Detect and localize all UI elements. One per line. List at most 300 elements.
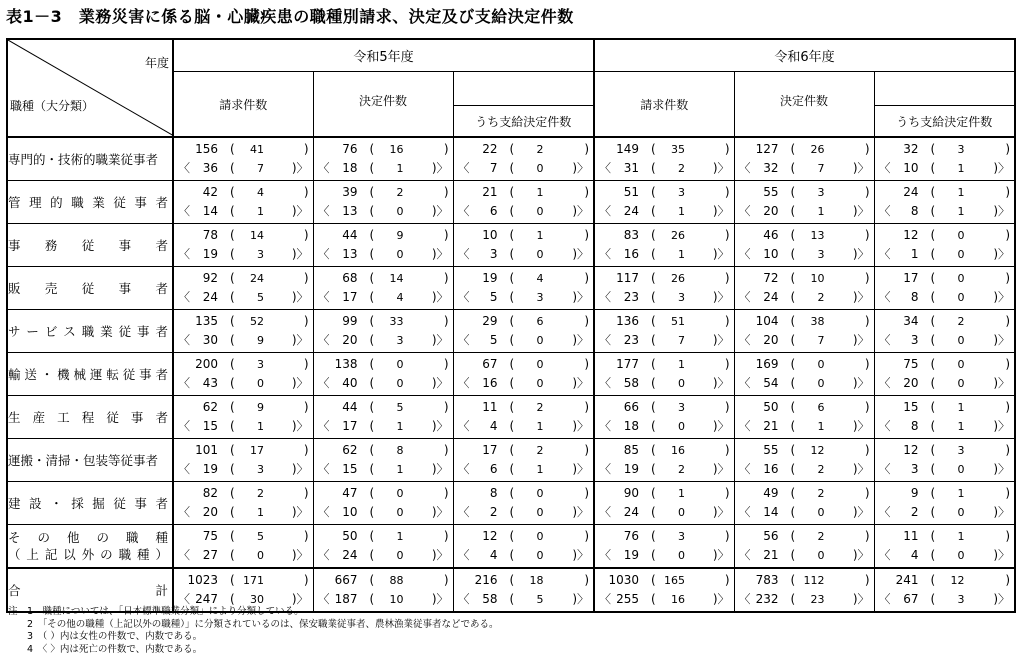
count-value: 138 xyxy=(334,357,358,371)
close-paren: ) xyxy=(1005,400,1011,414)
female-death-count: 1 xyxy=(257,506,264,519)
occupation-label: その他の職種 xyxy=(8,530,168,545)
female-death-count: 0 xyxy=(536,506,544,519)
open-paren: ( xyxy=(230,419,235,433)
open-paren: ( xyxy=(230,400,235,414)
death-count: 5 xyxy=(489,333,498,347)
death-count: 14 xyxy=(763,505,779,519)
open-angle: 〈 xyxy=(599,548,612,562)
female-death-count: 0 xyxy=(678,420,686,433)
death-count: 10 xyxy=(342,505,358,519)
count-value: 1023 xyxy=(187,573,218,587)
female-death-count: 9 xyxy=(257,334,264,347)
occupation-label: 運搬・清掃・包装等従事者 xyxy=(8,452,159,468)
y1-decisions-cell xyxy=(313,439,453,482)
open-paren: ( xyxy=(509,400,515,414)
open-paren: ( xyxy=(651,573,656,587)
close-paren: ) xyxy=(584,314,590,328)
close-paren: ) xyxy=(443,400,449,414)
open-angle: 〈 xyxy=(178,462,191,476)
female-death-count: 2 xyxy=(678,162,686,175)
female-death-count: 1 xyxy=(536,463,544,476)
open-paren: ( xyxy=(790,376,796,390)
open-paren: ( xyxy=(930,548,936,562)
female-death-count: 1 xyxy=(817,205,825,218)
count-value: 9 xyxy=(910,486,919,500)
occupation-label: （上記以外の職種） xyxy=(8,547,168,562)
y1-decisions-cell xyxy=(313,137,453,181)
open-paren: ( xyxy=(230,357,235,371)
y2-decisions-cell xyxy=(734,181,874,224)
open-angle: 〈 xyxy=(878,161,891,175)
open-angle: 〈 xyxy=(878,204,891,218)
open-paren: ( xyxy=(930,357,936,371)
open-angle: 〈 xyxy=(878,376,891,390)
y1-claims-cell xyxy=(173,310,313,353)
open-paren: ( xyxy=(930,443,936,457)
close-paren: ) xyxy=(1005,185,1011,199)
open-paren: ( xyxy=(509,247,515,261)
death-count: 58 xyxy=(623,376,640,390)
y2-approved-spacer xyxy=(874,72,1015,106)
close-paren-angle: )〉 xyxy=(993,419,1011,433)
death-count: 16 xyxy=(623,247,640,261)
close-paren-angle: )〉 xyxy=(993,161,1011,175)
count-value: 667 xyxy=(334,573,358,587)
open-paren: ( xyxy=(369,247,375,261)
female-death-count: 0 xyxy=(396,506,404,519)
y2-decisions-header: 決定件数 xyxy=(734,72,874,138)
female-death-count: 3 xyxy=(396,334,404,347)
count-value: 200 xyxy=(195,357,218,371)
y2-claims-cell xyxy=(594,137,734,181)
open-paren: ( xyxy=(369,228,375,242)
female-count: 3 xyxy=(957,143,965,156)
death-count: 3 xyxy=(910,462,919,476)
y2-claims-cell xyxy=(594,396,734,439)
close-paren-angle: )〉 xyxy=(852,548,870,562)
open-angle: 〈 xyxy=(178,161,191,175)
death-count: 21 xyxy=(763,548,779,562)
female-death-count: 1 xyxy=(536,420,544,433)
y1-approved-cell xyxy=(453,439,594,482)
open-paren: ( xyxy=(651,271,656,285)
death-count: 24 xyxy=(623,505,640,519)
female-death-count: 3 xyxy=(536,291,544,304)
female-count: 51 xyxy=(671,315,686,328)
count-value: 156 xyxy=(195,142,218,156)
female-death-count: 0 xyxy=(957,463,965,476)
close-paren: ) xyxy=(443,314,449,328)
close-paren-angle: )〉 xyxy=(852,505,870,519)
count-value: 12 xyxy=(903,443,919,457)
open-paren: ( xyxy=(790,142,796,156)
count-value: 75 xyxy=(903,357,919,371)
open-angle: 〈 xyxy=(457,548,470,562)
open-paren: ( xyxy=(930,290,936,304)
close-paren-angle: )〉 xyxy=(572,247,590,261)
close-paren-angle: )〉 xyxy=(572,592,590,606)
open-paren: ( xyxy=(790,592,796,606)
open-paren: ( xyxy=(369,443,375,457)
close-paren-angle: )〉 xyxy=(993,462,1011,476)
open-paren: ( xyxy=(651,419,656,433)
female-death-count: 0 xyxy=(678,377,686,390)
close-paren: ) xyxy=(584,271,590,285)
y1-claims-cell xyxy=(173,396,313,439)
female-death-count: 0 xyxy=(536,377,544,390)
female-death-count: 1 xyxy=(957,205,965,218)
female-count: 4 xyxy=(257,186,264,199)
death-count: 20 xyxy=(763,204,779,218)
female-death-count: 5 xyxy=(257,291,264,304)
occupation-label-cell xyxy=(7,482,173,525)
close-paren-angle: )〉 xyxy=(291,161,309,175)
close-paren-angle: )〉 xyxy=(572,161,590,175)
death-count: 18 xyxy=(623,419,640,433)
open-angle: 〈 xyxy=(738,505,751,519)
open-angle: 〈 xyxy=(178,247,191,261)
count-value: 72 xyxy=(763,271,779,285)
female-count: 1 xyxy=(957,186,965,199)
y1-claims-cell xyxy=(173,482,313,525)
close-paren-angle: )〉 xyxy=(431,204,449,218)
female-count: 12 xyxy=(810,444,825,457)
count-value: 51 xyxy=(623,185,640,199)
female-death-count: 0 xyxy=(957,334,965,347)
close-paren: ) xyxy=(584,185,590,199)
close-paren: ) xyxy=(584,142,590,156)
data-table xyxy=(6,38,1016,613)
close-paren-angle: )〉 xyxy=(852,247,870,261)
close-paren: ) xyxy=(864,400,870,414)
female-count: 1 xyxy=(678,358,686,371)
close-paren-angle: )〉 xyxy=(712,462,730,476)
table-row xyxy=(7,525,1015,569)
open-paren: ( xyxy=(509,204,515,218)
female-count: 0 xyxy=(957,272,965,285)
open-angle: 〈 xyxy=(457,462,470,476)
close-paren: ) xyxy=(724,314,730,328)
table-row xyxy=(7,310,1015,353)
count-value: 24 xyxy=(903,185,919,199)
open-paren: ( xyxy=(509,419,515,433)
open-paren: ( xyxy=(930,573,936,587)
death-count: 15 xyxy=(202,419,218,433)
y2-approved-cell xyxy=(874,267,1015,310)
close-paren-angle: )〉 xyxy=(572,333,590,347)
occupation-label-cell xyxy=(7,396,173,439)
death-count: 19 xyxy=(623,462,640,476)
female-count: 1 xyxy=(536,186,544,199)
y2-approved-cell xyxy=(874,439,1015,482)
y2-decisions-cell xyxy=(734,482,874,525)
close-paren-angle: )〉 xyxy=(712,592,730,606)
death-count: 15 xyxy=(342,462,358,476)
open-paren: ( xyxy=(790,247,796,261)
open-angle: 〈 xyxy=(738,247,751,261)
count-value: 169 xyxy=(755,357,779,371)
female-count: 0 xyxy=(957,358,965,371)
open-angle: 〈 xyxy=(738,161,751,175)
open-paren: ( xyxy=(651,505,656,519)
y1-claims-cell xyxy=(173,181,313,224)
open-angle: 〈 xyxy=(457,376,470,390)
open-paren: ( xyxy=(230,462,235,476)
female-count: 3 xyxy=(678,401,686,414)
open-paren: ( xyxy=(651,376,656,390)
death-count: 10 xyxy=(903,161,919,175)
close-paren: ) xyxy=(303,400,309,414)
female-count: 24 xyxy=(250,272,264,285)
close-paren-angle: )〉 xyxy=(993,290,1011,304)
count-value: 99 xyxy=(342,314,358,328)
open-angle: 〈 xyxy=(738,462,751,476)
y2-decisions-cell xyxy=(734,396,874,439)
close-paren-angle: )〉 xyxy=(852,161,870,175)
close-paren: ) xyxy=(303,314,309,328)
count-value: 34 xyxy=(903,314,919,328)
female-death-count: 0 xyxy=(396,248,404,261)
close-paren: ) xyxy=(724,228,730,242)
count-value: 83 xyxy=(623,228,640,242)
open-angle: 〈 xyxy=(599,247,612,261)
count-value: 12 xyxy=(903,228,919,242)
female-death-count: 23 xyxy=(810,593,825,606)
close-paren-angle: )〉 xyxy=(993,333,1011,347)
open-paren: ( xyxy=(369,161,375,175)
open-angle: 〈 xyxy=(317,333,330,347)
y1-approved-cell xyxy=(453,137,594,181)
open-paren: ( xyxy=(369,204,375,218)
open-paren: ( xyxy=(790,161,796,175)
y2-approved-cell xyxy=(874,568,1015,612)
death-count: 24 xyxy=(342,548,358,562)
open-paren: ( xyxy=(930,228,936,242)
death-count: 16 xyxy=(763,462,779,476)
y2-approved-cell xyxy=(874,224,1015,267)
count-value: 15 xyxy=(903,400,919,414)
close-paren-angle: )〉 xyxy=(572,419,590,433)
female-death-count: 0 xyxy=(536,549,544,562)
count-value: 82 xyxy=(202,486,218,500)
count-value: 1030 xyxy=(608,573,640,587)
count-value: 75 xyxy=(202,529,218,543)
female-death-count: 0 xyxy=(957,248,965,261)
close-paren: ) xyxy=(724,573,730,587)
female-count: 2 xyxy=(536,401,544,414)
open-paren: ( xyxy=(930,247,936,261)
table-title: 表1－3 業務災害に係る脳・心臓疾患の職種別請求、決定及び支給決定件数 xyxy=(6,7,574,26)
female-count: 26 xyxy=(671,272,686,285)
open-paren: ( xyxy=(230,333,235,347)
close-paren: ) xyxy=(584,573,590,587)
close-paren: ) xyxy=(303,443,309,457)
y2-approved-header: うち支給決定件数 xyxy=(874,106,1015,138)
close-paren: ) xyxy=(724,357,730,371)
female-death-count: 0 xyxy=(396,377,404,390)
count-value: 127 xyxy=(755,142,779,156)
count-value: 22 xyxy=(482,142,498,156)
count-value: 17 xyxy=(482,443,498,457)
open-paren: ( xyxy=(651,185,656,199)
close-paren-angle: )〉 xyxy=(572,204,590,218)
occupation-label: 生産工程従事者 xyxy=(8,409,168,425)
open-paren: ( xyxy=(509,548,515,562)
count-value: 50 xyxy=(763,400,779,414)
death-count: 21 xyxy=(763,419,779,433)
y1-approved-cell xyxy=(453,310,594,353)
female-death-count: 2 xyxy=(817,463,825,476)
close-paren: ) xyxy=(584,357,590,371)
death-count: 36 xyxy=(202,161,218,175)
death-count: 17 xyxy=(342,419,358,433)
open-paren: ( xyxy=(230,314,235,328)
female-count: 0 xyxy=(396,487,404,500)
close-paren-angle: )〉 xyxy=(712,204,730,218)
open-paren: ( xyxy=(369,357,375,371)
count-value: 19 xyxy=(482,271,498,285)
death-count: 247 xyxy=(195,592,218,606)
open-angle: 〈 xyxy=(317,204,330,218)
death-count: 30 xyxy=(202,333,218,347)
female-death-count: 0 xyxy=(817,506,825,519)
y1-decisions-cell xyxy=(313,353,453,396)
death-count: 13 xyxy=(342,247,358,261)
death-count: 20 xyxy=(342,333,358,347)
open-angle: 〈 xyxy=(878,462,891,476)
occupation-label: 専門的・技術的職業従事者 xyxy=(8,151,159,167)
open-paren: ( xyxy=(369,505,375,519)
open-paren: ( xyxy=(790,185,796,199)
death-count: 40 xyxy=(342,376,358,390)
female-death-count: 1 xyxy=(678,205,686,218)
count-value: 783 xyxy=(755,573,779,587)
female-count: 112 xyxy=(803,574,825,587)
close-paren-angle: )〉 xyxy=(572,376,590,390)
count-value: 39 xyxy=(342,185,358,199)
table-row xyxy=(7,439,1015,482)
female-count: 6 xyxy=(536,315,544,328)
table-row xyxy=(7,396,1015,439)
female-death-count: 7 xyxy=(257,162,264,175)
female-count: 88 xyxy=(389,574,404,587)
open-angle: 〈 xyxy=(178,376,191,390)
close-paren-angle: )〉 xyxy=(431,333,449,347)
open-paren: ( xyxy=(790,333,796,347)
close-paren: ) xyxy=(1005,443,1011,457)
close-paren: ) xyxy=(584,228,590,242)
open-paren: ( xyxy=(651,548,656,562)
y2-claims-cell xyxy=(594,439,734,482)
death-count: 67 xyxy=(903,592,919,606)
open-paren: ( xyxy=(230,592,235,606)
open-angle: 〈 xyxy=(178,333,191,347)
death-count: 20 xyxy=(763,333,779,347)
open-angle: 〈 xyxy=(738,592,751,606)
y1-claims-cell xyxy=(173,353,313,396)
open-paren: ( xyxy=(790,357,796,371)
corner-header-cell xyxy=(7,39,173,137)
count-value: 49 xyxy=(763,486,779,500)
female-death-count: 7 xyxy=(817,334,825,347)
open-paren: ( xyxy=(790,573,796,587)
open-angle: 〈 xyxy=(178,204,191,218)
open-paren: ( xyxy=(930,529,936,543)
female-count: 52 xyxy=(250,315,264,328)
open-angle: 〈 xyxy=(599,290,612,304)
count-value: 8 xyxy=(489,486,498,500)
female-death-count: 1 xyxy=(396,420,404,433)
count-value: 117 xyxy=(616,271,640,285)
death-count: 24 xyxy=(763,290,779,304)
female-death-count: 0 xyxy=(957,377,965,390)
y2-claims-header: 請求件数 xyxy=(594,72,734,138)
open-paren: ( xyxy=(651,592,656,606)
y1-decisions-cell xyxy=(313,310,453,353)
female-count: 13 xyxy=(810,229,825,242)
close-paren: ) xyxy=(1005,357,1011,371)
close-paren-angle: )〉 xyxy=(431,419,449,433)
open-angle: 〈 xyxy=(457,419,470,433)
y1-approved-header: うち支給決定件数 xyxy=(453,106,594,138)
count-value: 10 xyxy=(482,228,498,242)
death-count: 8 xyxy=(910,290,919,304)
close-paren: ) xyxy=(864,142,870,156)
open-angle: 〈 xyxy=(178,505,191,519)
table-row xyxy=(7,482,1015,525)
open-paren: ( xyxy=(790,462,796,476)
table-row xyxy=(7,267,1015,310)
y2-decisions-cell xyxy=(734,267,874,310)
year2-header: 令和6年度 xyxy=(594,39,1015,72)
open-paren: ( xyxy=(230,271,235,285)
close-paren-angle: )〉 xyxy=(993,204,1011,218)
female-death-count: 2 xyxy=(817,291,825,304)
female-count: 1 xyxy=(957,401,965,414)
open-paren: ( xyxy=(509,376,515,390)
count-value: 56 xyxy=(763,529,779,543)
open-angle: 〈 xyxy=(317,161,330,175)
count-value: 21 xyxy=(482,185,498,199)
open-angle: 〈 xyxy=(738,376,751,390)
female-count: 2 xyxy=(536,444,544,457)
female-death-count: 30 xyxy=(250,593,264,606)
death-count: 6 xyxy=(489,204,498,218)
open-angle: 〈 xyxy=(878,592,891,606)
y1-approved-cell xyxy=(453,353,594,396)
count-value: 135 xyxy=(195,314,218,328)
table-row xyxy=(7,353,1015,396)
open-angle: 〈 xyxy=(738,419,751,433)
close-paren: ) xyxy=(864,357,870,371)
open-angle: 〈 xyxy=(878,290,891,304)
open-paren: ( xyxy=(369,462,375,476)
y1-claims-cell xyxy=(173,137,313,181)
death-count: 58 xyxy=(482,592,498,606)
occupation-label-cell xyxy=(7,439,173,482)
female-death-count: 0 xyxy=(957,291,965,304)
occupation-axis-label: 職種（大分類） xyxy=(10,99,95,113)
open-paren: ( xyxy=(651,314,656,328)
open-angle: 〈 xyxy=(457,204,470,218)
female-count: 6 xyxy=(817,401,825,414)
close-paren-angle: )〉 xyxy=(852,419,870,433)
y2-approved-cell xyxy=(874,137,1015,181)
close-paren: ) xyxy=(864,314,870,328)
female-count: 3 xyxy=(257,358,264,371)
death-count: 13 xyxy=(342,204,358,218)
